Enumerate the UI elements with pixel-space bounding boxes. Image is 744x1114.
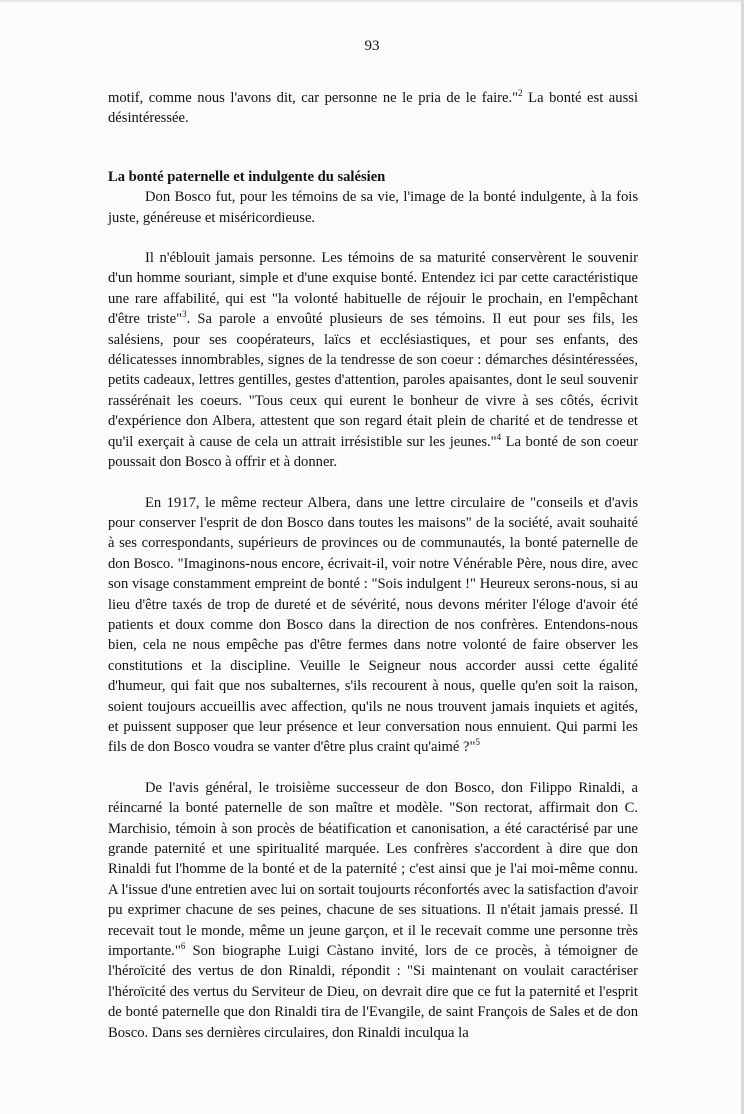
paragraph-text: motif, comme nous l'avons dit, car personne ne le pria de le faire." <box>108 90 519 106</box>
paragraph <box>108 493 638 758</box>
footnote-ref: 3 <box>182 309 187 320</box>
footnote-ref: 4 <box>496 431 502 442</box>
body-text <box>108 88 638 1043</box>
paragraph <box>108 248 638 472</box>
section-heading: La bonté paternelle et indulgente du salésien <box>108 168 386 185</box>
paragraph: Don Bosco fut, pour les témoins de sa vie, l'image de la bonté indulgente, à la fois juste, généreuse et miséricordieuse. <box>108 189 638 226</box>
footnote-ref: 6 <box>180 941 186 952</box>
page-number: 93 <box>364 38 380 54</box>
paragraph-text: La bonté de son coeur poussait don Bosco à offrir et à donner. <box>108 433 639 471</box>
paragraph-text: Il n'éblouit jamais personne. Les témoins de sa maturité conservèrent le souvenir d'un homme souriant, simple et d'une exquise bonté. Entendez ici par cette caractéristique une rare affabilité, qui est "la volonté habituelle de réjouir le prochain, en l'empêchant d'être triste" <box>108 250 638 328</box>
footnote-ref: 2 <box>518 88 523 99</box>
page-top-edge <box>0 0 744 2</box>
paragraph-text: . Sa parole a envoûté plusieurs de ses témoins. Il eut pour ses fils, les salésiens, pour ses coopérateurs, laïcs et ecclésiastiques, et pour ses enfants, des délicatesses innombrables, signes de la tendresse de son coeur : démarches désintéressées, petits cadeaux, lettres gentilles, gestes d'attention, paroles apaisantes, dont le seul souvenir rassérénait les coeurs. "Tous ceux qui eurent le bonheur de vivre à ses côtés, écrivit d'expérience don Albera, attestent que son regard était plein de charité et de tendresse et qu'il exerçait à cause de cela un attrait irrésistible sur les jeunes." <box>108 311 638 450</box>
paragraph-text: Son biographe Luigi Càstano invité, lors de ce procès, à témoigner de l'héroïcité des vertus de don Rinaldi, répondit : "Si maintenant on voulait caractériser l'héroïcité des vertus du Serviteur de Dieu, on devrait dire que ce fut la paternité et l'esprit de bonté paternelle que don Rinaldi tira de l'Evangile, de saint François de Sales et de don Bosco. Dans ses dernières circulaires, don Rinaldi inculqua la <box>108 943 638 1041</box>
paragraph-text: De l'avis général, le troisième successeur de don Bosco, don Filippo Rinaldi, a réincarné la bonté paternelle de son maître et modèle. "Son rectorat, affirmait don C. Marchisio, témoin à son procès de béatification et canonisation, a été caractérisé par une grande paternité et une spiritualité marquée. Les confrères s'accordent à dire que don Rinaldi fut l'homme de la bonté et de la paternité ; c'est ainsi que je l'ai moi-même connu. A l'issue d'une entretien avec lui on sortait toujourts réconfortés avec la satisfaction d'avoir pu exprimer chacune de ses peines, chacune de ses situations. Il n'était jamais pressé. Il recevait tout le monde, même un jeune garçon, et il le recevait comme une personne très importante." <box>108 779 638 960</box>
paragraph-continued <box>108 88 638 129</box>
paragraph <box>108 778 638 1043</box>
footnote-ref: 5 <box>475 737 480 748</box>
paragraph-text: En 1917, le même recteur Albera, dans une lettre circulaire de "conseils et d'avis pour conserver l'esprit de don Bosco dans toutes les maisons" de la société, avait souhaité à ses correspondants, supérieurs de provinces ou de communautés, la bonté paternelle de don Bosco. "Imaginons-nous encore, écrivait-il, voir notre Vénérable Père, nous dire, avec son visage constamment empreint de bonté : "Sois indulgent !" Heureux serons-nous, si au lieu d'être taxés de trop de dureté et de sévérité, nous devons mériter l'éloge d'avoir été patients et doux comme don Bosco dans la direction de nos confrères. Entendons-nous bien, cela ne nous empêche pas d'être fermes dans notre volonté de faire observer les constitutions et la discipline. Veuille le Seigneur nous accorder aussi cette égalité d'humeur, qui fait que nos subalternes, s'ils recourent à nous, quelle qu'en soit la raison, soient toujours accueillis avec affection, qu'ils ne nous trouvent jamais inquiets et agités, et puissent supposer que leur présence et leur conversation nous ennuient. Qui parmi les fils de don Bosco voudra se vanter d'être plus craint qu'aimé ?" <box>108 494 638 756</box>
paragraph-text: La bonté est aussi désintéressée. <box>108 90 638 127</box>
